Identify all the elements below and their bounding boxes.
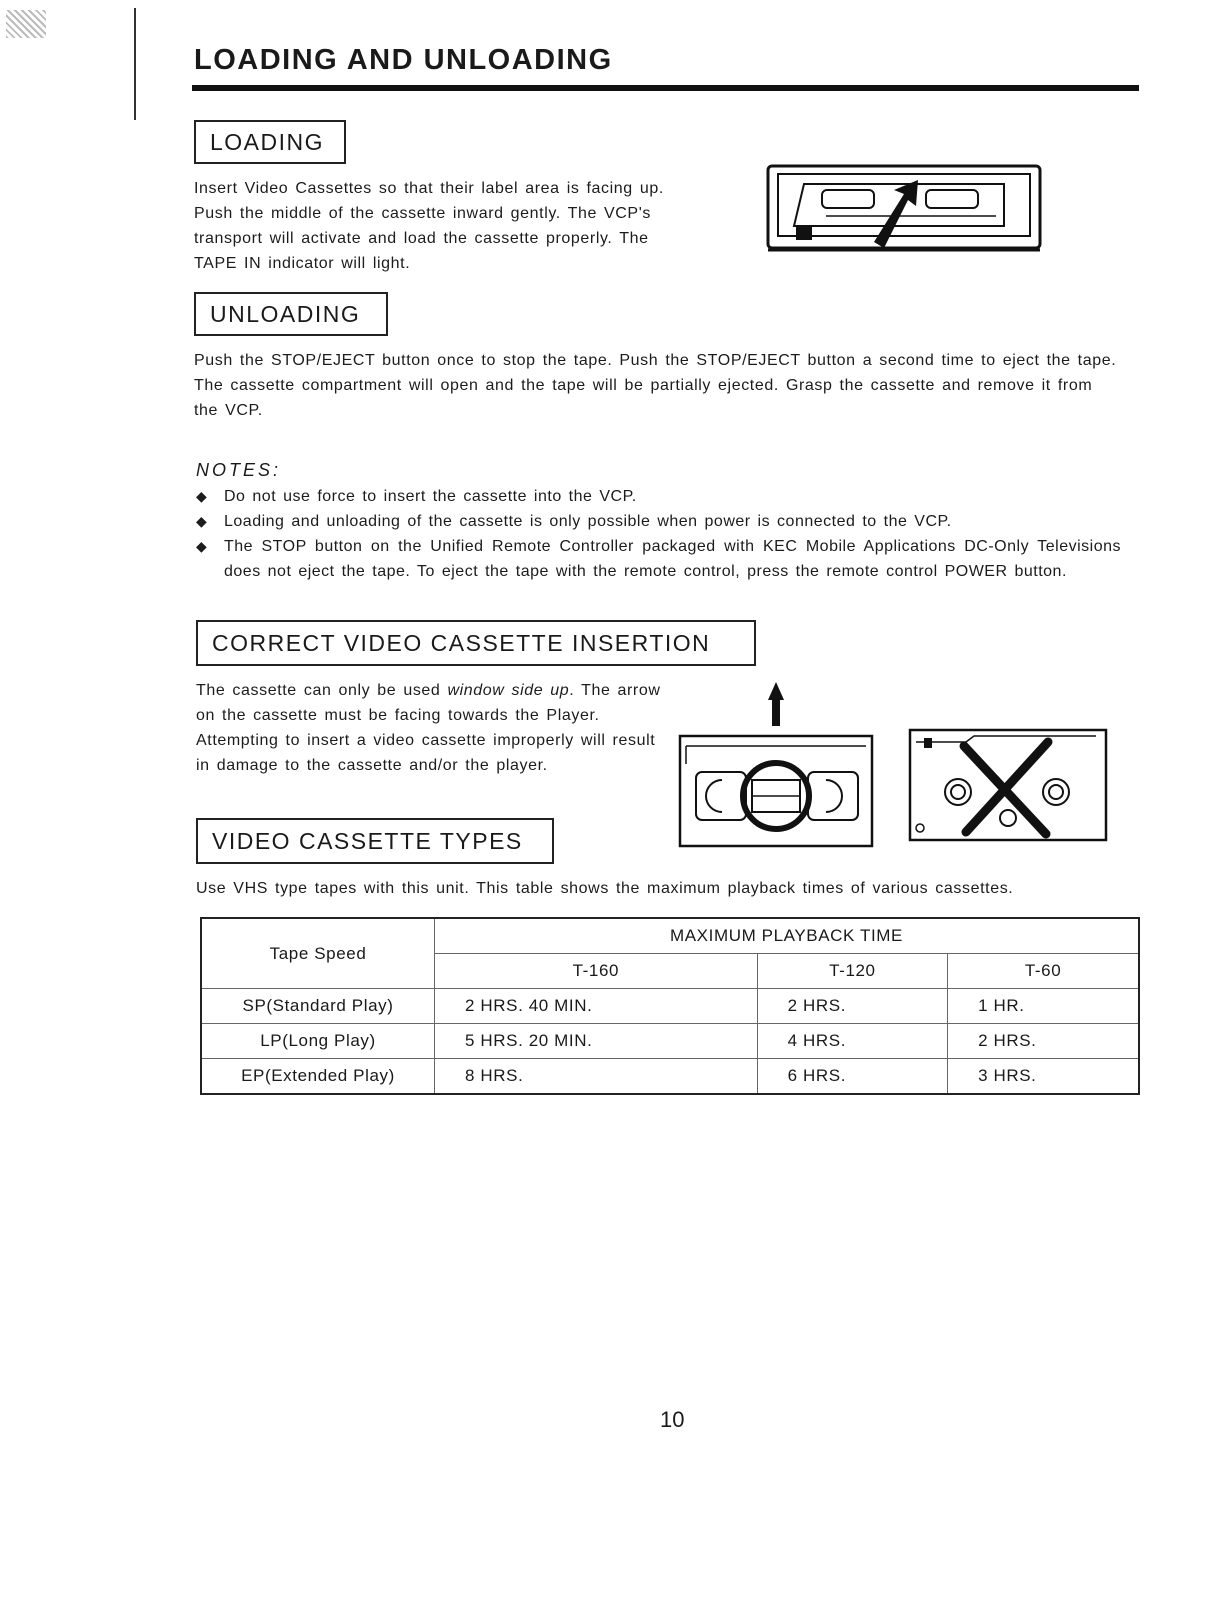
list-item	[196, 509, 1121, 534]
table-cell: 1 HR.	[948, 989, 1139, 1024]
unloading-text: Push the STOP/EJECT button once to stop the tape. Push the STOP/EJECT button a second time to eject the tape. The cassette compartment will open and the tape will be partially ejected. Grasp the cassette and remove it from the VCP.	[194, 352, 1117, 419]
correct-insertion-icon	[676, 680, 876, 850]
loading-text: Insert Video Cassettes so that their label area is facing up. Push the middle of the cassette inward gently. The VCP's transport will activate and load the cassette properly. The TAPE IN indicator will light.	[194, 180, 664, 272]
tape-header: T-120	[757, 954, 947, 989]
loading-heading: LOADING	[194, 120, 346, 164]
title-rule	[192, 85, 1139, 91]
diamond-bullet-icon: ◆	[196, 538, 208, 554]
table-header-row	[201, 918, 1139, 954]
insertion-text-end: . The arrow on the cassette must be facing towards the Player. Attempting to insert a video cassette improperly will result in damage to the cassette and/or the player.	[196, 682, 661, 774]
types-heading: VIDEO CASSETTE TYPES	[196, 818, 554, 864]
scan-speck	[6, 10, 46, 38]
table-row	[201, 1059, 1139, 1095]
insertion-text	[196, 678, 666, 778]
table-cell: 5 HRS. 20 MIN.	[435, 1024, 758, 1059]
list-item	[196, 484, 1121, 509]
notes-list	[196, 484, 1121, 584]
speed-cell: SP(Standard Play)	[201, 989, 435, 1024]
list-item	[196, 534, 1121, 584]
note-text: Loading and unloading of the cassette is only possible when power is connected to the VCP.	[224, 513, 952, 530]
incorrect-insertion-icon	[906, 726, 1110, 846]
note-text: The STOP button on the Unified Remote Controller packaged with KEC Mobile Applications DC-Only Televisions does not eject the tape. To eject the tape with the remote control, press the remote control POWER button.	[224, 538, 1121, 580]
tape-speed-header: Tape Speed	[201, 918, 435, 989]
table-row	[201, 989, 1139, 1024]
table-cell: 6 HRS.	[757, 1059, 947, 1095]
table-cell: 3 HRS.	[948, 1059, 1139, 1095]
speed-cell: EP(Extended Play)	[201, 1059, 435, 1095]
tape-header: T-60	[948, 954, 1139, 989]
insertion-heading: CORRECT VIDEO CASSETTE INSERTION	[196, 620, 756, 666]
note-text: Do not use force to insert the cassette into the VCP.	[224, 488, 637, 505]
diamond-bullet-icon: ◆	[196, 513, 208, 529]
playback-time-table	[200, 917, 1140, 1095]
unloading-heading: UNLOADING	[194, 292, 388, 336]
table-cell: 2 HRS.	[757, 989, 947, 1024]
table-row	[201, 1024, 1139, 1059]
max-playback-header: MAXIMUM PLAYBACK TIME	[435, 918, 1140, 954]
notes-title: NOTES:	[196, 460, 282, 480]
page-title: LOADING AND UNLOADING	[194, 44, 613, 76]
insertion-text-emphasis: window side up	[447, 682, 570, 699]
table-cell: 8 HRS.	[435, 1059, 758, 1095]
vcp-slot-icon	[766, 164, 1044, 256]
table-cell: 2 HRS.	[948, 1024, 1139, 1059]
page-number: 10	[660, 1407, 685, 1432]
speed-cell: LP(Long Play)	[201, 1024, 435, 1059]
table-cell: 4 HRS.	[757, 1024, 947, 1059]
insertion-text-start: The cassette can only be used	[196, 682, 448, 699]
tape-header: T-160	[435, 954, 758, 989]
margin-rule	[134, 8, 136, 120]
table-cell: 2 HRS. 40 MIN.	[435, 989, 758, 1024]
diamond-bullet-icon: ◆	[196, 488, 208, 504]
types-text: Use VHS type tapes with this unit. This table shows the maximum playback times of various cassettes.	[196, 880, 1014, 897]
